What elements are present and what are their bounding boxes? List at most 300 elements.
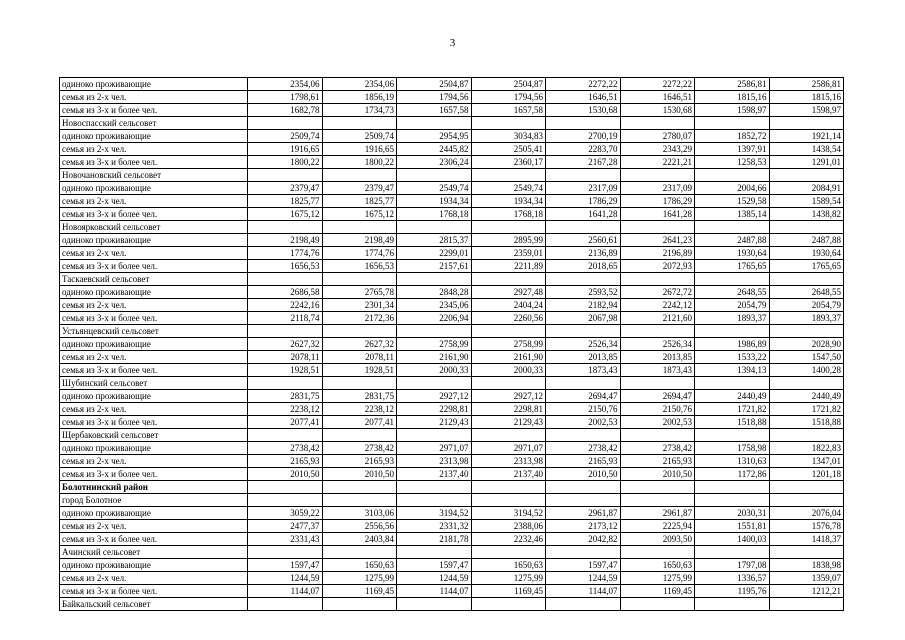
table-cell: 1794,56 <box>471 91 546 104</box>
table-cell <box>471 325 546 338</box>
table-cell: 2487,88 <box>695 234 770 247</box>
row-label: семья из 2-х чел. <box>60 520 248 533</box>
row-label: семья из 2-х чел. <box>60 247 248 260</box>
table-cell: 2961,87 <box>620 507 695 520</box>
table-cell: 2242,12 <box>620 299 695 312</box>
table-cell: 1244,59 <box>397 572 472 585</box>
table-cell: 2078,11 <box>248 351 323 364</box>
table-cell: 1169,45 <box>322 585 397 598</box>
table-cell: 2002,53 <box>546 416 621 429</box>
table-cell <box>695 598 770 611</box>
table-cell: 2343,29 <box>620 143 695 156</box>
table-cell: 2738,42 <box>248 442 323 455</box>
table-cell: 1400,28 <box>769 364 844 377</box>
table-cell: 2354,06 <box>248 78 323 91</box>
table-cell: 2641,23 <box>620 234 695 247</box>
table-cell <box>546 429 621 442</box>
table-cell: 1400,03 <box>695 533 770 546</box>
table-cell <box>248 598 323 611</box>
table-cell: 2260,56 <box>471 312 546 325</box>
table-row <box>60 338 844 351</box>
table-cell: 2232,46 <box>471 533 546 546</box>
table-cell: 2067,98 <box>546 312 621 325</box>
table-cell <box>769 325 844 338</box>
table-cell <box>322 481 397 494</box>
table-cell <box>248 221 323 234</box>
table-cell: 2150,76 <box>620 403 695 416</box>
table-cell: 2198,49 <box>248 234 323 247</box>
settlement-header-row <box>60 169 844 182</box>
settlement-name: Таскаевский сельсовет <box>60 273 248 286</box>
table-cell: 1576,78 <box>769 520 844 533</box>
table-row <box>60 559 844 572</box>
table-cell: 3059,22 <box>248 507 323 520</box>
table-cell <box>471 221 546 234</box>
table-cell: 2345,06 <box>397 299 472 312</box>
table-cell <box>248 169 323 182</box>
table-cell: 1144,07 <box>248 585 323 598</box>
table-cell: 1656,53 <box>248 260 323 273</box>
table-cell: 2010,50 <box>322 468 397 481</box>
table-cell <box>620 377 695 390</box>
table-cell: 1275,99 <box>620 572 695 585</box>
table-cell <box>546 481 621 494</box>
settlement-name: Ачинский сельсовет <box>60 546 248 559</box>
table-row <box>60 247 844 260</box>
table-cell: 1930,64 <box>769 247 844 260</box>
table-cell: 2054,79 <box>695 299 770 312</box>
table-row <box>60 416 844 429</box>
settlement-name: Шубинский сельсовет <box>60 377 248 390</box>
table-cell: 2359,01 <box>471 247 546 260</box>
table-cell: 1675,12 <box>248 208 323 221</box>
table-row <box>60 312 844 325</box>
table-cell: 2084,91 <box>769 182 844 195</box>
row-label: семья из 3-х и более чел. <box>60 468 248 481</box>
table-cell: 2010,50 <box>620 468 695 481</box>
table-cell: 1169,45 <box>620 585 695 598</box>
table-cell: 2780,07 <box>620 130 695 143</box>
table-cell: 1598,97 <box>695 104 770 117</box>
table-cell: 2306,24 <box>397 156 472 169</box>
table-cell: 1518,88 <box>695 416 770 429</box>
table-row <box>60 572 844 585</box>
settlement-header-row <box>60 546 844 559</box>
table-cell: 2331,43 <box>248 533 323 546</box>
table-cell: 1530,68 <box>546 104 621 117</box>
table-cell: 1385,14 <box>695 208 770 221</box>
table-cell: 2445,82 <box>397 143 472 156</box>
row-label: одиноко проживающие <box>60 182 248 195</box>
table-cell: 1873,43 <box>546 364 621 377</box>
table-cell: 1928,51 <box>248 364 323 377</box>
table-cell: 2301,34 <box>322 299 397 312</box>
table-cell: 2758,99 <box>471 338 546 351</box>
table-cell: 2593,52 <box>546 286 621 299</box>
table-cell: 2093,50 <box>620 533 695 546</box>
table-cell: 1144,07 <box>546 585 621 598</box>
table-cell <box>322 325 397 338</box>
settlement-header-row <box>60 598 844 611</box>
table-cell: 2648,55 <box>769 286 844 299</box>
table-cell <box>248 494 323 507</box>
table-cell: 2173,12 <box>546 520 621 533</box>
table-cell: 1144,07 <box>397 585 472 598</box>
table-cell: 1359,07 <box>769 572 844 585</box>
table-cell: 2927,48 <box>471 286 546 299</box>
table-cell <box>769 598 844 611</box>
table-cell: 2013,85 <box>620 351 695 364</box>
table-cell: 1275,99 <box>322 572 397 585</box>
settlement-header-row <box>60 429 844 442</box>
table-cell: 2136,89 <box>546 247 621 260</box>
table-cell: 2238,12 <box>322 403 397 416</box>
table-cell: 2165,93 <box>322 455 397 468</box>
table-cell: 1786,29 <box>620 195 695 208</box>
table-cell: 1794,56 <box>397 91 472 104</box>
settlement-header-row <box>60 494 844 507</box>
tariff-table <box>59 77 844 611</box>
table-cell <box>695 169 770 182</box>
table-cell: 2198,49 <box>322 234 397 247</box>
table-cell: 1518,88 <box>769 416 844 429</box>
table-cell: 1758,98 <box>695 442 770 455</box>
table-row <box>60 143 844 156</box>
table-cell <box>397 273 472 286</box>
table-cell: 2078,11 <box>322 351 397 364</box>
settlement-name: Устьянцевский сельсовет <box>60 325 248 338</box>
table-cell: 2504,87 <box>471 78 546 91</box>
table-cell <box>695 221 770 234</box>
table-cell <box>695 377 770 390</box>
table-cell: 1916,65 <box>248 143 323 156</box>
table-cell: 2313,98 <box>471 455 546 468</box>
table-cell: 2971,07 <box>471 442 546 455</box>
table-cell: 1244,59 <box>248 572 323 585</box>
table-cell <box>620 169 695 182</box>
table-cell: 2161,90 <box>471 351 546 364</box>
table-cell: 2379,47 <box>248 182 323 195</box>
table-cell: 2129,43 <box>397 416 472 429</box>
table-cell <box>397 598 472 611</box>
table-cell: 2000,33 <box>471 364 546 377</box>
table-cell: 2504,87 <box>397 78 472 91</box>
table-row <box>60 468 844 481</box>
table-cell <box>397 494 472 507</box>
table-cell: 1774,76 <box>248 247 323 260</box>
table-cell: 2954,95 <box>397 130 472 143</box>
table-cell: 2765,78 <box>322 286 397 299</box>
table-cell <box>471 273 546 286</box>
table-cell: 2758,99 <box>397 338 472 351</box>
table-cell: 2118,74 <box>248 312 323 325</box>
table-cell <box>471 429 546 442</box>
table-cell: 2440,49 <box>769 390 844 403</box>
table-cell: 1815,16 <box>769 91 844 104</box>
table-row <box>60 403 844 416</box>
row-label: одиноко проживающие <box>60 390 248 403</box>
table-cell: 1765,65 <box>769 260 844 273</box>
table-cell <box>620 325 695 338</box>
table-row <box>60 195 844 208</box>
row-label: семья из 2-х чел. <box>60 299 248 312</box>
table-cell: 1721,82 <box>769 403 844 416</box>
table-cell: 2549,74 <box>471 182 546 195</box>
table-cell: 2694,47 <box>546 390 621 403</box>
table-cell: 3034,83 <box>471 130 546 143</box>
table-cell: 3194,52 <box>397 507 472 520</box>
district-name: Болотнинский район <box>60 481 248 494</box>
table-cell: 1597,47 <box>397 559 472 572</box>
table-cell: 2298,81 <box>397 403 472 416</box>
table-row <box>60 286 844 299</box>
table-cell <box>471 117 546 130</box>
table-cell: 1657,58 <box>471 104 546 117</box>
table-cell: 2404,24 <box>471 299 546 312</box>
table-cell <box>248 546 323 559</box>
table-cell: 1201,18 <box>769 468 844 481</box>
table-cell: 1682,78 <box>248 104 323 117</box>
settlement-name: Байкальский сельсовет <box>60 598 248 611</box>
table-cell: 2526,34 <box>546 338 621 351</box>
table-cell <box>546 117 621 130</box>
table-cell <box>769 377 844 390</box>
table-cell <box>620 273 695 286</box>
table-cell: 2161,90 <box>397 351 472 364</box>
table-cell: 1195,76 <box>695 585 770 598</box>
table-cell: 1598,97 <box>769 104 844 117</box>
table-cell: 2648,55 <box>695 286 770 299</box>
table-cell: 2072,93 <box>620 260 695 273</box>
table-cell: 1734,73 <box>322 104 397 117</box>
table-row <box>60 442 844 455</box>
table-cell: 1928,51 <box>322 364 397 377</box>
table-cell: 1394,13 <box>695 364 770 377</box>
table-cell <box>695 429 770 442</box>
table-cell: 2379,47 <box>322 182 397 195</box>
table-cell: 2137,40 <box>397 468 472 481</box>
table-cell <box>322 494 397 507</box>
table-cell: 1852,72 <box>695 130 770 143</box>
table-cell: 2927,12 <box>471 390 546 403</box>
table-cell: 2686,58 <box>248 286 323 299</box>
table-cell: 1921,14 <box>769 130 844 143</box>
table-cell: 2487,88 <box>769 234 844 247</box>
table-cell: 2971,07 <box>397 442 472 455</box>
row-label: одиноко проживающие <box>60 338 248 351</box>
table-cell <box>546 546 621 559</box>
table-cell: 1934,34 <box>471 195 546 208</box>
table-cell: 2738,42 <box>546 442 621 455</box>
table-cell <box>620 221 695 234</box>
table-cell: 2299,01 <box>397 247 472 260</box>
table-cell: 2831,75 <box>322 390 397 403</box>
table-cell: 2961,87 <box>546 507 621 520</box>
table-cell: 1800,22 <box>322 156 397 169</box>
table-cell: 1774,76 <box>322 247 397 260</box>
table-cell <box>620 598 695 611</box>
table-cell: 1893,37 <box>769 312 844 325</box>
district-header-row <box>60 481 844 494</box>
table-cell: 2206,94 <box>397 312 472 325</box>
table-cell: 2137,40 <box>471 468 546 481</box>
table-cell: 2317,09 <box>546 182 621 195</box>
row-label: одиноко проживающие <box>60 234 248 247</box>
table-cell: 1397,91 <box>695 143 770 156</box>
table-row <box>60 78 844 91</box>
table-row <box>60 104 844 117</box>
table-cell: 2167,28 <box>546 156 621 169</box>
table-cell <box>397 169 472 182</box>
table-cell: 2054,79 <box>769 299 844 312</box>
table-row <box>60 182 844 195</box>
table-cell: 2150,76 <box>546 403 621 416</box>
row-label: семья из 2-х чел. <box>60 455 248 468</box>
table-cell: 1275,99 <box>471 572 546 585</box>
table-row <box>60 299 844 312</box>
table-cell: 2272,22 <box>620 78 695 91</box>
table-cell: 1418,37 <box>769 533 844 546</box>
table-cell: 3194,52 <box>471 507 546 520</box>
table-row <box>60 533 844 546</box>
table-cell <box>546 273 621 286</box>
table-cell: 2509,74 <box>322 130 397 143</box>
table-cell <box>769 429 844 442</box>
table-cell: 1641,28 <box>546 208 621 221</box>
table-cell <box>769 546 844 559</box>
table-cell: 1169,45 <box>471 585 546 598</box>
table-cell: 2738,42 <box>322 442 397 455</box>
settlement-name: Новоспасский сельсовет <box>60 117 248 130</box>
table-cell <box>695 325 770 338</box>
row-label: семья из 3-х и более чел. <box>60 416 248 429</box>
table-row <box>60 520 844 533</box>
settlement-header-row <box>60 221 844 234</box>
table-cell: 2272,22 <box>546 78 621 91</box>
table-cell <box>471 169 546 182</box>
table-cell: 1258,53 <box>695 156 770 169</box>
table-cell: 2165,93 <box>248 455 323 468</box>
table-cell: 1893,37 <box>695 312 770 325</box>
table-cell: 2042,82 <box>546 533 621 546</box>
table-cell: 1873,43 <box>620 364 695 377</box>
table-cell: 2028,90 <box>769 338 844 351</box>
table-cell: 1547,50 <box>769 351 844 364</box>
table-cell <box>546 325 621 338</box>
table-cell: 2815,37 <box>397 234 472 247</box>
row-label: семья из 2-х чел. <box>60 143 248 156</box>
table-cell: 2672,72 <box>620 286 695 299</box>
table-cell: 2560,61 <box>546 234 621 247</box>
table-cell: 2000,33 <box>397 364 472 377</box>
table-cell: 1786,29 <box>546 195 621 208</box>
table-cell: 1930,64 <box>695 247 770 260</box>
table-cell: 1291,01 <box>769 156 844 169</box>
table-cell: 1798,61 <box>248 91 323 104</box>
table-cell: 2030,31 <box>695 507 770 520</box>
table-cell: 1212,21 <box>769 585 844 598</box>
table-row <box>60 91 844 104</box>
settlement-name: Новочановский сельсовет <box>60 169 248 182</box>
table-cell: 1551,81 <box>695 520 770 533</box>
table-cell: 2121,60 <box>620 312 695 325</box>
table-cell <box>322 377 397 390</box>
row-label: семья из 2-х чел. <box>60 351 248 364</box>
table-cell: 1825,77 <box>248 195 323 208</box>
table-cell <box>471 546 546 559</box>
table-row <box>60 364 844 377</box>
table-cell <box>322 117 397 130</box>
table-cell <box>695 481 770 494</box>
row-label: одиноко проживающие <box>60 130 248 143</box>
row-label: одиноко проживающие <box>60 507 248 520</box>
table-cell: 1934,34 <box>397 195 472 208</box>
row-label: семья из 3-х и более чел. <box>60 533 248 546</box>
table-cell <box>769 481 844 494</box>
table-cell: 1768,18 <box>397 208 472 221</box>
table-cell <box>397 481 472 494</box>
table-cell: 1815,16 <box>695 91 770 104</box>
row-label: семья из 2-х чел. <box>60 572 248 585</box>
table-cell <box>397 429 472 442</box>
table-cell: 2313,98 <box>397 455 472 468</box>
table-cell <box>397 325 472 338</box>
table-row <box>60 351 844 364</box>
table-row <box>60 234 844 247</box>
table-cell <box>620 546 695 559</box>
table-cell <box>546 598 621 611</box>
table-cell <box>769 169 844 182</box>
row-label: одиноко проживающие <box>60 559 248 572</box>
table-cell: 1797,08 <box>695 559 770 572</box>
table-cell <box>397 377 472 390</box>
table-cell: 2831,75 <box>248 390 323 403</box>
row-label: семья из 3-х и более чел. <box>60 104 248 117</box>
table-cell: 2221,21 <box>620 156 695 169</box>
table-cell: 1650,63 <box>322 559 397 572</box>
table-cell <box>322 598 397 611</box>
table-cell: 2002,53 <box>620 416 695 429</box>
table-cell: 1597,47 <box>248 559 323 572</box>
table-cell: 3103,06 <box>322 507 397 520</box>
table-cell: 2549,74 <box>397 182 472 195</box>
table-cell <box>322 169 397 182</box>
table-cell: 2354,06 <box>322 78 397 91</box>
table-cell <box>769 494 844 507</box>
row-label: семья из 3-х и более чел. <box>60 585 248 598</box>
table-cell: 1838,98 <box>769 559 844 572</box>
table-cell: 1529,58 <box>695 195 770 208</box>
table-cell: 2010,50 <box>546 468 621 481</box>
table-cell <box>397 546 472 559</box>
settlement-header-row <box>60 325 844 338</box>
table-cell: 2013,85 <box>546 351 621 364</box>
table-cell: 1916,65 <box>322 143 397 156</box>
table-cell: 1650,63 <box>620 559 695 572</box>
table-cell: 2238,12 <box>248 403 323 416</box>
table-cell <box>248 377 323 390</box>
table-cell: 2694,47 <box>620 390 695 403</box>
table-cell <box>769 117 844 130</box>
table-cell: 2627,32 <box>248 338 323 351</box>
table-cell <box>769 221 844 234</box>
table-cell: 1530,68 <box>620 104 695 117</box>
table-cell: 1533,22 <box>695 351 770 364</box>
table-cell <box>546 169 621 182</box>
table-cell: 2505,41 <box>471 143 546 156</box>
table-cell: 2242,16 <box>248 299 323 312</box>
table-cell <box>248 429 323 442</box>
